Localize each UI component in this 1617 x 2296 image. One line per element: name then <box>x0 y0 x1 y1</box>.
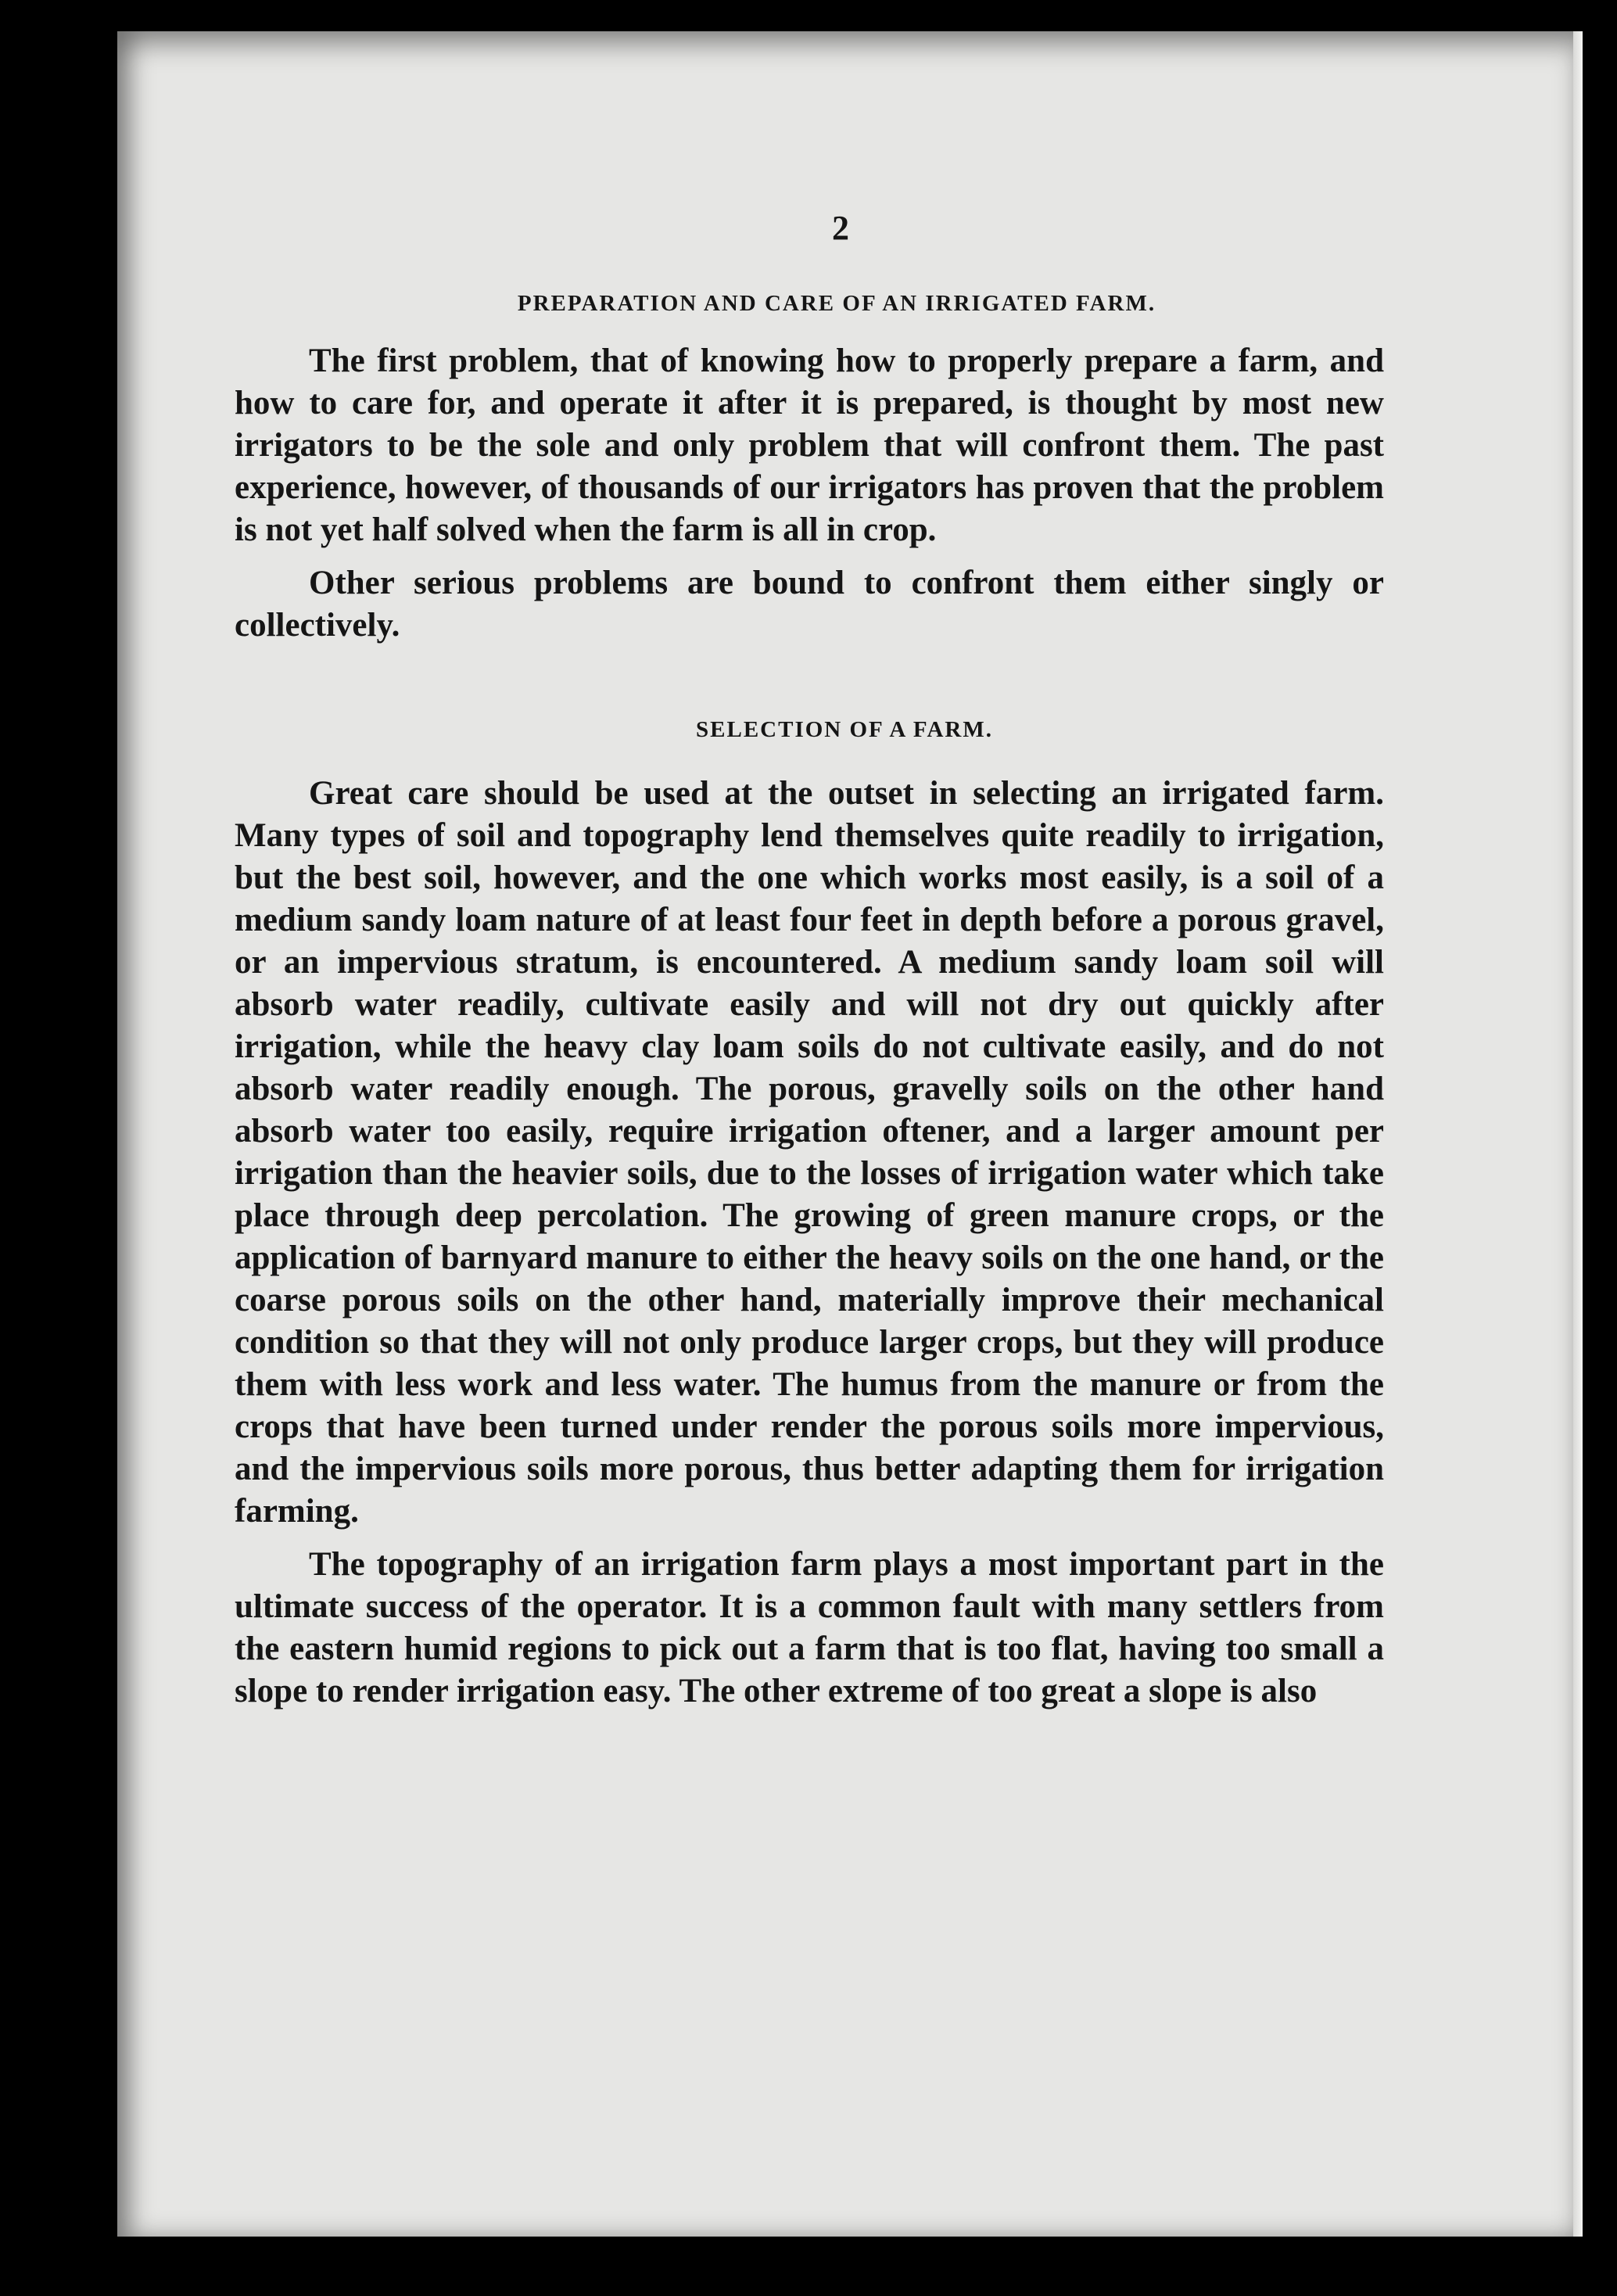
text-column <box>235 211 1384 1724</box>
page-number: 2 <box>832 209 849 247</box>
paragraph: The first problem, that of knowing how to properly prepare a farm, and how to care for, and operate it after it is prepared, is thought by most new irrigators to be the sole and only problem that will confront them. The past experience, however, of thousands of our irrigators has proven that the problem is not yet half solved when the farm is all in crop. <box>235 343 1384 548</box>
page-edge <box>1573 31 1583 2237</box>
paragraph: Great care should be used at the outset in selecting an irrigated farm. Many types of soil and topography lend themselves quite readily to irrigation, but the best soil, however, and the one which works most easily, is a soil of a medium sandy loam nature of at least four feet in depth before a porous gravel, or an impervious stratum, is encountered. A medium sandy loam soil will absorb water readily, cultivate easily and will not dry out quickly after irrigation, while the heavy clay loam soils do not cultivate easily, and do not absorb water readily enough. The porous, gravelly soils on the other hand absorb water too easily, require irrigation oftener, and a larger amount per irrigation than the heavier soils, due to the losses of irrigation water which take place through deep percolation. The growing of green manure crops, or the application of barnyard manure to either the heavy soils on the one hand, or the coarse porous soils on the other hand, materially improve their mechanical condition so that they will not only produce larger crops, but they will produce them with less work and less water. The humus from the manure or from the crops that have been turned under render the porous soils more impervious, and the impervious soils more porous, thus better adapting them for irrigation farming. <box>235 775 1384 1530</box>
paragraph: Other serious problems are bound to confront them either singly or collectively. <box>235 565 1384 644</box>
paragraph: The topography of an irrigation farm plays a most important part in the ultimate success of the operator. It is a common fault with many settlers from the eastern humid regions to pick out a farm that is too flat, having too small a slope to render irrigation easy. The other extreme of too great a slope is also <box>235 1546 1384 1709</box>
section-heading-preparation: PREPARATION AND CARE OF AN IRRIGATED FARM. <box>517 291 1156 316</box>
section-heading-selection: SELECTION OF A FARM. <box>696 717 993 742</box>
